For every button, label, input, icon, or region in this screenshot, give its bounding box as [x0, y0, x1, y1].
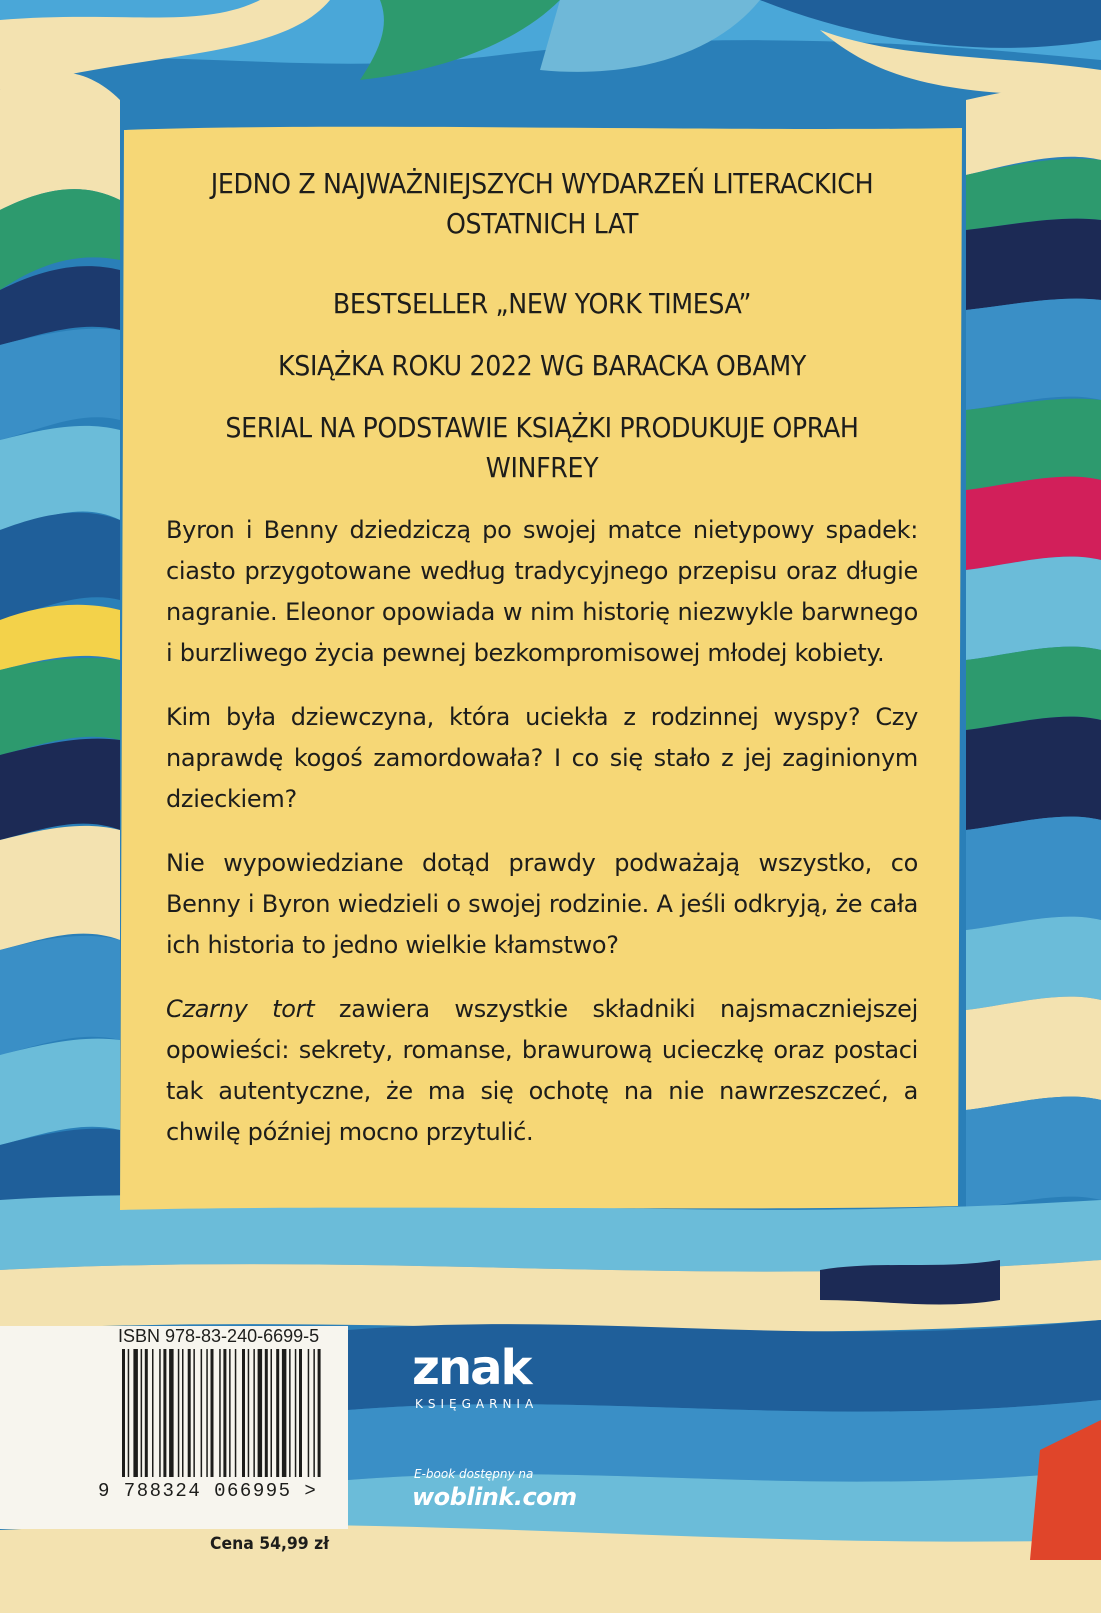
ebook-site: woblink.com [412, 1483, 577, 1511]
paragraph-4-text: zawiera wszystkie składniki najsmaczniejszej opowieści: sekrety, romanse, brawurową ucieczkę oraz postaci tak autentyczne, że ma się ochotę na nie nawrzeszczeć, a chwilę później mocno przytulić. [166, 995, 918, 1146]
isbn-label: ISBN 978-83-240-6699-5 [118, 1326, 320, 1346]
blurb-content [166, 164, 918, 1176]
ebook-note: E-book dostępny na [414, 1467, 534, 1481]
blurb-panel [116, 122, 966, 1212]
paragraph-4 [166, 989, 918, 1153]
paragraph-1: Byron i Benny dziedziczą po swojej matce nietypowy spadek: ciasto przygotowane według tradycyjnego przepisu oraz długie nagranie. Eleonor opowiada w nim historię niezwykle barwnego i burzliwego życia pewnej bezkompromisowej młodej kobiety. [166, 516, 918, 667]
headline-3: KSIĄŻKA ROKU 2022 WG BARACKA OBAMY [278, 350, 806, 382]
headline-2: BESTSELLER „NEW YORK TIMESA” [332, 288, 752, 320]
publisher-sub: KSIĘGARNIA [415, 1397, 539, 1411]
paragraph-2: Kim była dziewczyna, która uciekła z rodzinnej wyspy? Czy naprawdę kogoś zamordowała? I co się stało z jej zaginionym dzieckiem? [166, 703, 918, 813]
barcode-image [122, 1349, 342, 1477]
publisher-logo: znak [412, 1340, 531, 1396]
price-label: Cena 54,99 zł [210, 1534, 330, 1554]
ean-number: 9 788324 066995 > [98, 1480, 318, 1502]
paragraph-3: Nie wypowiedziane dotąd prawdy podważają wszystko, co Benny i Byron wiedzieli o swojej rodzinie. A jeśli odkryją, że cała ich historia to jedno wielkie kłamstwo? [166, 849, 918, 959]
headline-1: JEDNO Z NAJWAŻNIEJSZYCH WYDARZEŃ LITERACKICH OSTATNICH LAT [210, 168, 874, 240]
book-title: Czarny tort [166, 995, 315, 1023]
headline-4: SERIAL NA PODSTAWIE KSIĄŻKI PRODUKUJE OPRAH WINFREY [225, 412, 859, 484]
